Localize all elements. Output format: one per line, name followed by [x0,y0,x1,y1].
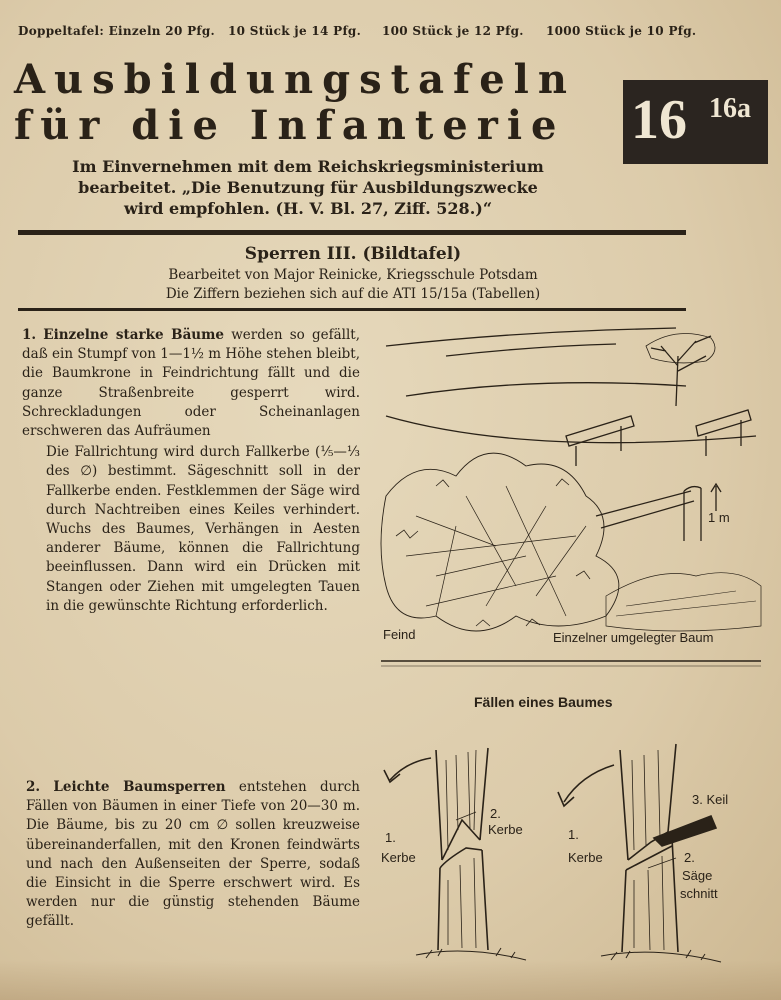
paragraph-2-lead: Leichte Baumsperren [53,779,226,795]
title-line-1: Ausbildungstafeln [14,56,576,103]
section-rule [18,308,686,311]
right-saege-number: 2. [684,850,695,865]
right-kerbe-number: 1. [568,827,579,842]
section-sub-2: Die Ziffern beziehen sich auf die ATI 15/15a (Tabellen) [165,286,541,302]
price-10: 10 Stück je 14 Pfg. [228,24,362,38]
paragraph-2-text: entstehen durch Fällen von Bäumen in einer Tiefe von 20—30 m. Die Bäume, bis zu 20 cm ∅ sollen kreuzweise übereinanderfallen, mit den Kronen feindwärts und nach den Außenseiten der Sperre, sodaß die Einsicht in die Sperre erschwert wird. Es werden nur die günstig stehenden Bäume gefällt. [26,779,361,930]
approval-note [28,156,588,219]
paragraph-1-text-2: Die Fallrichtung wird durch Fallkerbe (⅕—⅓ des ∅) bestimmt. Sägeschnitt soll in der Fallkerbe enden. Festklemmen der Säge wird durch Nachtreiben eines Keiles verhindert. Wuchs des Baumes, Verhängen in Aesten anderer Bäume, können die Fallrichtung beeinflussen. Dann wird ein Drücken mit Stangen oder Ziehen mit umgelegten Tauen in die gewünschte Richtung erforderlich. [46,444,360,614]
plate-number-badge [623,80,768,164]
right-kerbe-label: Kerbe [568,850,603,865]
paragraph-1-text-1: werden so gefällt, daß ein Stumpf von 1—1½ m Höhe stehen bleibt, die Baumkrone in Feindrichtung fällt und die ganze Straßenbreite gesperrt wird. Schreckladungen oder Scheinanlagen erschweren das Aufräumen [22,327,361,440]
title-line-2: für die Infanterie [14,102,566,149]
left-kerbe-2-number: 2. [490,806,501,821]
section-title: Sperren III. (Bildtafel) [244,244,462,264]
price-100: 100 Stück je 12 Pfg. [382,24,524,38]
approval-line-3: wird empfohlen. (H. V. Bl. 27, Ziff. 528.)“ [123,199,493,218]
section-sub-1: Bearbeitet von Major Reinicke, Kriegsschule Potsdam [168,267,538,283]
approval-line-2: bearbeitet. „Die Benutzung für Ausbildungszwecke [78,178,538,197]
plate-number-super: 16a [709,93,751,124]
paragraph-1-number: 1. [22,327,37,343]
right-saege-label-2: schnitt [680,886,718,901]
paragraph-1 [22,326,360,616]
figure-1-caption: Einzelner umgelegter Baum [553,630,714,645]
header-rule [18,230,686,235]
approval-line-1: Im Einvernehmen mit dem Reichskriegsministerium [72,157,544,176]
felled-tree-illustration [376,316,768,676]
paragraph-2 [26,778,360,932]
paragraph-2-number: 2. [26,779,41,795]
price-single: Doppeltafel: Einzeln 20 Pfg. [18,24,216,38]
right-keil-label: 3. Keil [692,792,729,807]
plate-number: 16 [631,89,687,151]
figure-1-enemy-label: Feind [383,627,416,642]
paper-stain [0,960,781,1000]
figure-2-title: Fällen eines Baumes [474,694,613,710]
left-kerbe-1-number: 1. [385,830,396,845]
left-kerbe-1-label: Kerbe [381,850,416,865]
felling-diagram [376,720,768,978]
figure-1-height-label: 1 m [708,510,730,525]
price-1000: 1000 Stück je 10 Pfg. [546,24,697,38]
paragraph-1-lead: Einzelne starke Bäume [43,327,225,343]
right-saege-label-1: Säge [682,868,713,883]
left-kerbe-2-label: Kerbe [488,822,523,837]
